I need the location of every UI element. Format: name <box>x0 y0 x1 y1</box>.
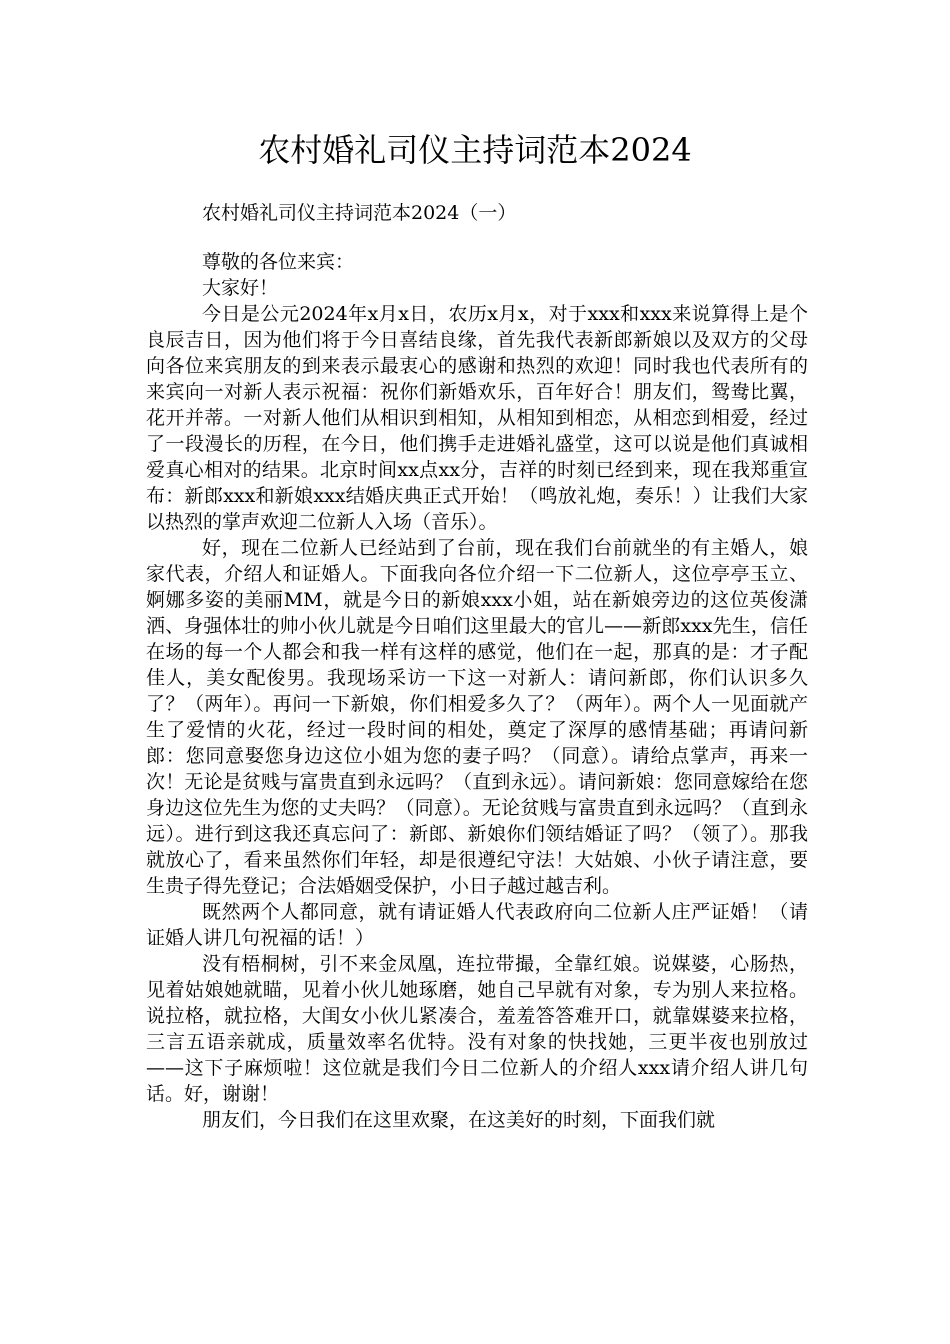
document-subtitle: 农村婚礼司仪主持词范本2024（一） <box>202 202 517 224</box>
document-title: 农村婚礼司仪主持词范本2024 <box>258 131 692 169</box>
paragraph: 今日是公元2024年x月x日，农历x月x，对于xxx和xxx来说算得上是个良辰吉日，因为他们将于今日喜结良缘，首先我代表新郎新娘以及双方的父母向各位来宾朋友的到来表示最衷心的感谢和热烈的欢迎！同时我也代表所有的来宾向一对新人表示祝福：祝你们新婚欢乐，百年好合！朋友们，鸳鸯比翼，花开并蒂。一对新人他们从相识到相知，从相知到相恋，从相恋到相爱，经过了一段漫长的历程，在今日，他们携手走进婚礼盛堂，这可以说是他们真诚相爱真心相对的结果。北京时间xx点xx分，吉祥的时刻已经到来，现在我郑重宣布：新郎xxx和新娘xxx结婚庆典正式开始！（鸣放礼炮，奏乐！）让我们大家以热烈的掌声欢迎二位新人入场（音乐）。 <box>146 303 808 533</box>
paragraph: 大家好！ <box>202 277 279 299</box>
paragraph: 好，现在二位新人已经站到了台前，现在我们台前就坐的有主婚人，娘家代表，介绍人和证婚人。下面我向各位介绍一下二位新人，这位亭亭玉立、婀娜多姿的美丽MM，就是今日的新娘xxx小姐，站在新娘旁边的这位英俊潇洒、身强体壮的帅小伙儿就是今日咱们这里最大的官儿——新郎xxx先生，信任在场的每一个人都会和我一样有这样的感觉，他们在一起，那真的是：才子配佳人，美女配俊男。我现场采访一下这一对新人：请问新郎，你们认识多久了？（两年）。再问一下新娘，你们相爱多久了？（两年）。两个人一见面就产生了爱情的火花，经过一段时间的相处，奠定了深厚的感情基础；再请问新郎：您同意娶您身边这位小姐为您的妻子吗？（同意）。请给点掌声，再来一次！无论是贫贱与富贵直到永远吗？（直到永远）。请问新娘：您同意嫁给在您身边这位先生为您的丈夫吗？（同意）。无论贫贱与富贵直到永远吗？（直到永远）。进行到这我还真忘问了：新郎、新娘你们领结婚证了吗？（领了）。那我就放心了，看来虽然你们年轻，却是很遵纪守法！大姑娘、小伙子请注意，要生贵子得先登记；合法婚姻受保护，小日子越过越吉利。 <box>146 537 808 897</box>
paragraph: 既然两个人都同意，就有请证婚人代表政府向二位新人庄严证婚！（请证婚人讲几句祝福的话！） <box>146 901 808 949</box>
paragraph: 尊敬的各位来宾： <box>202 251 355 273</box>
paragraph: 朋友们，今日我们在这里欢聚，在这美好的时刻，下面我们就 <box>202 1109 716 1131</box>
document-body <box>146 249 808 1133</box>
paragraph: 没有梧桐树，引不来金凤凰，连拉带撮，全靠红娘。说媒婆，心肠热，见着姑娘她就瞄，见着小伙儿她琢磨，她自己早就有对象，专为别人来拉格。说拉格，就拉格，大闺女小伙儿紧凑合，羞羞答答难开口，就靠媒婆来拉格，三言五语亲就成，质量效率名优特。没有对象的快找她，三更半夜也别放过——这下子麻烦啦！这位就是我们今日二位新人的介绍人xxx请介绍人讲几句话。好，谢谢！ <box>146 953 808 1105</box>
